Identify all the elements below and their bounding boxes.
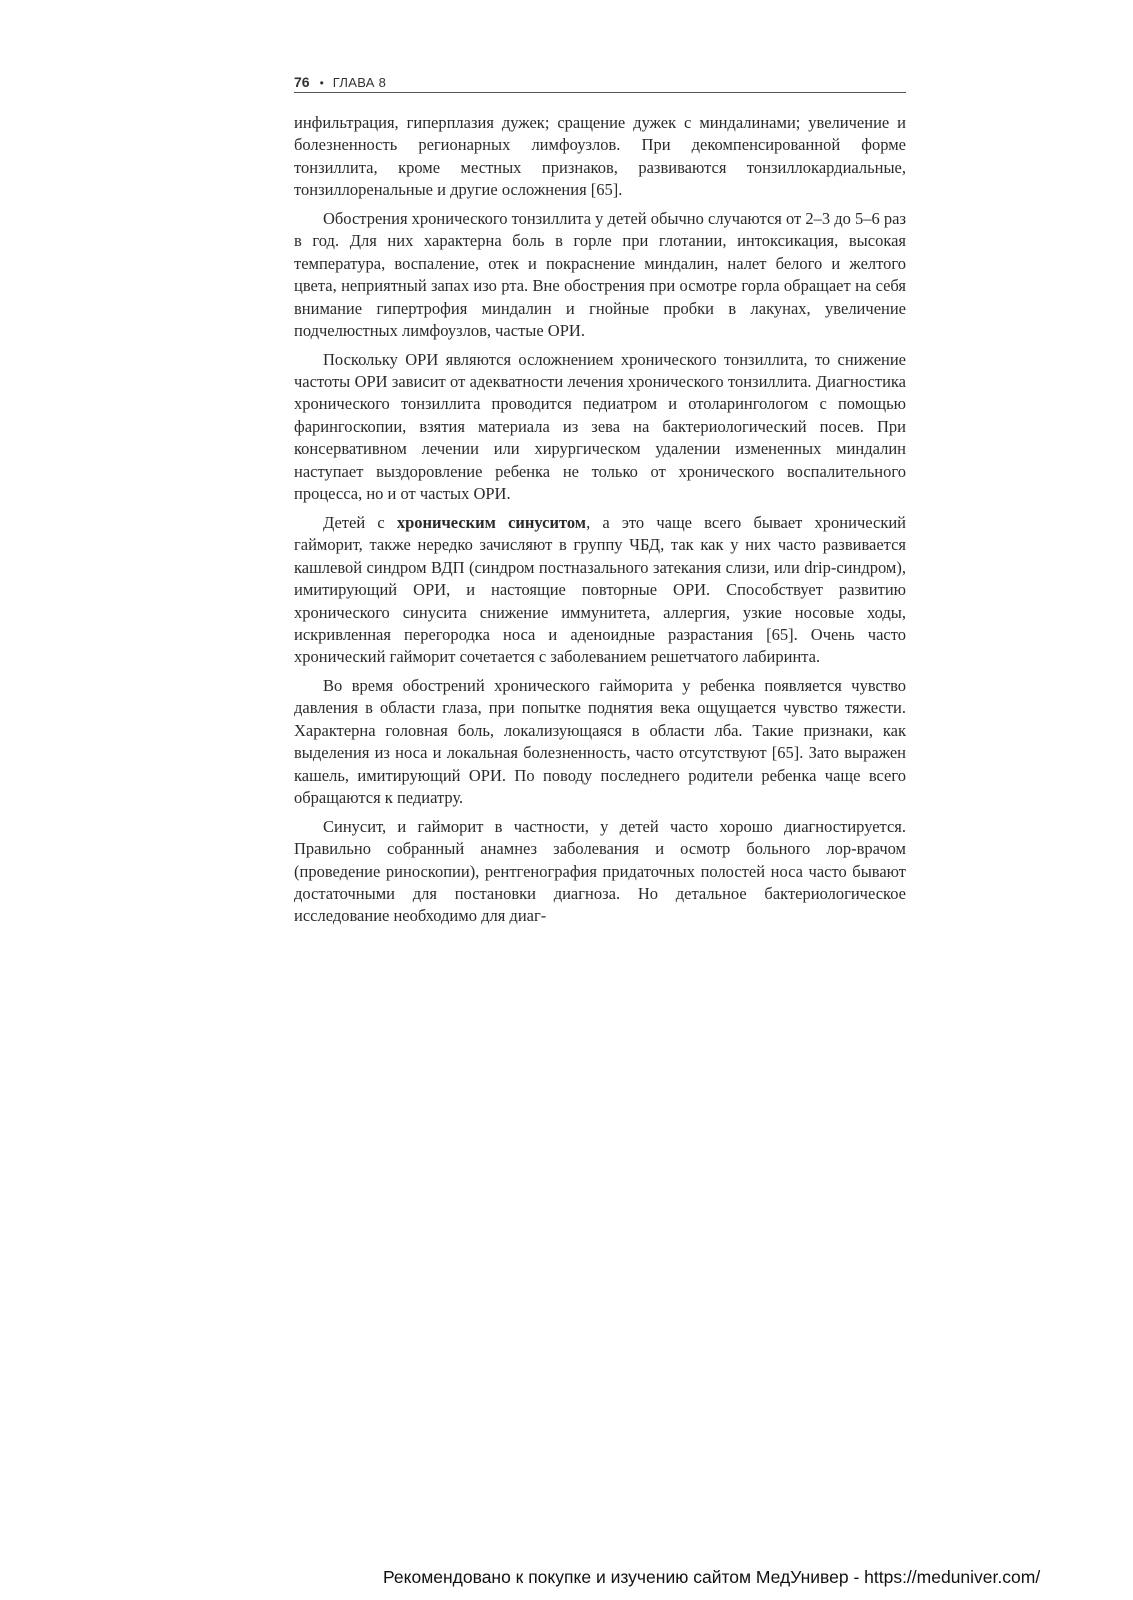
paragraph-3: Поскольку ОРИ являются осложнением хронического тонзиллита, то снижение частоты ОРИ зависит от адекватности лечения хронического тонзиллита. Диагностика хронического тонзиллита проводится педиатром и отоларингологом с помощью фарингоскопии, взятия материала из зева на бактериологический посев. При консервативном лечении или хирургическом удалении измененных миндалин наступает выздоровление ребенка не только от хронического воспалительного процесса, но и от частых ОРИ. [294, 349, 906, 504]
paragraph-4-start: Детей с [323, 512, 397, 532]
term-chronic-sinusitis: хроническим синуситом [396, 512, 587, 532]
paragraph-6: Синусит, и гайморит в частности, у детей часто хорошо диагностируется. Правильно собранный анамнез заболевания и осмотр больного лор-врачом (проведение риноскопии), рентгенография придаточных полостей носа часто бывают достаточными для постановки диагноза. Но детальное бактериологическое исследование необходимо для диаг- [294, 816, 906, 926]
chapter-label: ГЛАВА 8 [332, 75, 387, 90]
running-header [294, 74, 906, 93]
paragraph-1: инфильтрация, гиперплазия дужек; сращение дужек с миндалинами; увеличение и болезненность регионарных лимфоузлов. При декомпенсированной форме тонзиллита, кроме местных признаков, развиваются тонзиллокардиальные, тонзиллоренальные и другие осложнения [65]. [294, 113, 906, 200]
paragraph-5: Во время обострений хронического гайморита у ребенка появляется чувство давления в области глаза, при попытке поднятия века ощущается чувство тяжести. Характерна головная боль, локализующаяся в области лба. Такие признаки, как выделения из носа и локальная болезненность, часто отсутствуют [65]. Зато выражен кашель, имитирующий ОРИ. По поводу последнего родители ребенка чаще всего обращаются к педиатру. [294, 675, 906, 808]
paragraph-4-rest: , а это чаще всего бывает хронический гайморит, также нередко зачисляют в группу ЧБД, так как у них часто развивается кашлевой синдром ВДП (синдром постназального затекания слизи, или drip-синдром), имитирующий ОРИ, и настоящие повторные ОРИ. Способствует развитию хронического синусита снижение иммунитета, аллергия, узкие носовые ходы, искривленная перегородка носа и аденоидные разрастания [65]. Очень часто хронический гайморит сочетается с заболеванием решетчатого лабиринта. [294, 512, 907, 667]
body-text [294, 112, 906, 928]
header-bullet: • [319, 76, 324, 90]
footer-recommendation: Рекомендовано к покупке и изучению сайтом МедУнивер - https://meduniver.com/ [383, 1567, 1041, 1587]
paragraph-4 [294, 512, 906, 669]
paragraph-2: Обострения хронического тонзиллита у детей обычно случаются от 2–3 до 5–6 раз в год. Для них характерна боль в горле при глотании, интоксикация, высокая температура, воспаление, отек и покраснение миндалин, налет белого и желтого цвета, неприятный запах изо рта. Вне обострения при осмотре горла обращает на себя внимание гипертрофия миндалин и гнойные пробки в лакунах, увеличение подчелюстных лимфоузлов, частые ОРИ. [294, 208, 906, 341]
page-number: 76 [294, 74, 310, 90]
